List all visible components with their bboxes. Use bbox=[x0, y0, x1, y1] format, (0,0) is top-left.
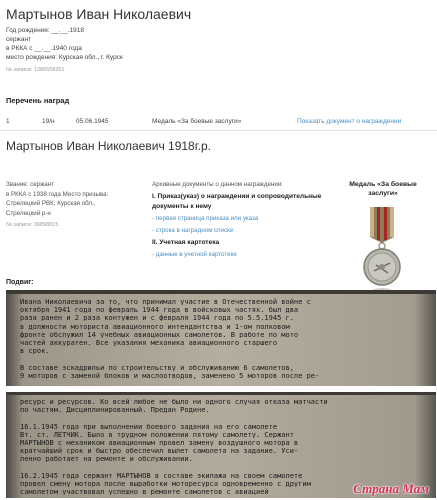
document-text-line: В составе эскадрильи по строительству и обслуживанию 6 самолетов, bbox=[20, 363, 294, 371]
document-text-line: самолетом участвовал успешно в ремонте самолетов с авиацией bbox=[20, 488, 269, 496]
person-name: Мартынов Иван Николаевич bbox=[6, 6, 192, 22]
order-first-page-link[interactable]: - первая страница приказа или указа bbox=[152, 215, 259, 222]
detail-info bbox=[6, 180, 132, 231]
document-text-line: в должности моториста авиационного интендантства и 1-ом полковом bbox=[20, 322, 290, 330]
card-index-data-link[interactable]: - данные в учетной картотеке bbox=[152, 251, 237, 258]
document-text-line: ресурс и ресурсов. Ко всей любое не было ни одного случая отказа матчасти bbox=[20, 398, 328, 405]
detail-record-number: № записи: 36898815 bbox=[6, 222, 59, 228]
detail-person-name: Мартынов Иван Николаевич 1918г.р. bbox=[6, 139, 211, 153]
document-text-line: октября 1941 года по февраль 1944 года в войсковых частях. был два bbox=[20, 306, 299, 314]
document-text-line: 16.2.1945 года сержант МАРТЫНОВ в составе экипажа на своем самолете bbox=[20, 471, 303, 479]
document-text-line: в срок. bbox=[20, 347, 50, 355]
document-text-line: кратчайший срок и быстро обеспечил вылет самолета на задание. Уси- bbox=[20, 447, 299, 455]
site-watermark: Страна Мам bbox=[353, 481, 429, 496]
document-text-line: ленно работает на ремонте и обслуживании. bbox=[20, 455, 193, 463]
archive-heading: Архивные документы о данном награждении: bbox=[152, 181, 284, 188]
award-list-line-link[interactable]: - строка в наградном списке bbox=[152, 227, 234, 234]
document-text-line: Ивана Николаевича за то, что принимал участие в Отечественной войне с bbox=[20, 298, 311, 305]
award-row-date: 05.06.1945 bbox=[76, 118, 109, 125]
document-text-line: 16.1.1945 года при выполнении боевого задания на его самолете bbox=[20, 422, 278, 430]
document-text-line: по частям. Дисциплинированный. Предан Родине. bbox=[20, 406, 210, 414]
document-text-line bbox=[20, 380, 426, 386]
award-row-title: Медаль «За боевые заслуги» bbox=[152, 118, 242, 125]
service-start: в РККА с __.__.1940 года bbox=[6, 45, 82, 52]
medal-title: Медаль «За боевые заслуги» bbox=[349, 181, 417, 197]
document-text-line: 9 моторов с заменой блоков и маслоотводов, заменено 5 моторов после ре- bbox=[20, 371, 320, 379]
rank: сержант bbox=[6, 36, 32, 43]
document-text-line: раза ранен и 2 раза контужен и с февраля 1944 года по 5.5.1945 г. bbox=[20, 314, 294, 322]
document-text-line: МАРТЫНОВ с механиком авиационным провел замену воздушного мотора в bbox=[20, 439, 299, 446]
record-number: № записи: 1286558251 bbox=[6, 67, 65, 73]
awards-list-header: Перечень наград bbox=[6, 96, 70, 105]
award-document-scan-1 bbox=[6, 290, 436, 386]
award-row-num: 1 bbox=[6, 118, 10, 125]
birth-year: Год рождения: __.__.1918 bbox=[6, 27, 84, 34]
document-text-line bbox=[20, 355, 426, 362]
document-text-line bbox=[20, 464, 426, 471]
document-text-line: частей аккуратен. Все указания механика авиационного старшего bbox=[20, 339, 278, 346]
divider bbox=[0, 130, 437, 131]
medal-image bbox=[362, 207, 402, 295]
detail-rank: Звание: сержант bbox=[6, 181, 54, 188]
medal-icon bbox=[362, 207, 402, 295]
podvig-label: Подвиг: bbox=[6, 279, 34, 286]
birthplace: место рождения: Курская обл., г. Курск bbox=[6, 54, 123, 61]
document-text-line bbox=[20, 414, 426, 421]
document-text-line: фронте обслужил 14 учебных авиационных самолетов. В работе по мото bbox=[20, 330, 299, 338]
document-text-line: Вт. ст. ЛЕТЧИК. Было в трудном положении пятому самолету. Сержант bbox=[20, 430, 294, 438]
award-row bbox=[0, 112, 437, 126]
detail-district: Стрелецкий р-н bbox=[6, 209, 51, 217]
detail-draft-office: Стрелецкий РВК, Курская обл., bbox=[6, 200, 96, 207]
award-row-doc: 19/н bbox=[42, 118, 55, 125]
archive-section-order: I. Приказ(указ) о награждении и сопроводительные документы к нему bbox=[152, 193, 322, 210]
show-award-document-link[interactable]: Показать документ о награждении bbox=[297, 118, 402, 125]
detail-service: в РККА с 1938 года Место призыва: bbox=[6, 190, 109, 198]
archive-section-card-index: II. Учетная картотека bbox=[152, 239, 220, 246]
archive-documents bbox=[152, 180, 322, 260]
document-text-line: провел смену мотора после выработки моторесурса одновременно с другим bbox=[20, 480, 311, 487]
